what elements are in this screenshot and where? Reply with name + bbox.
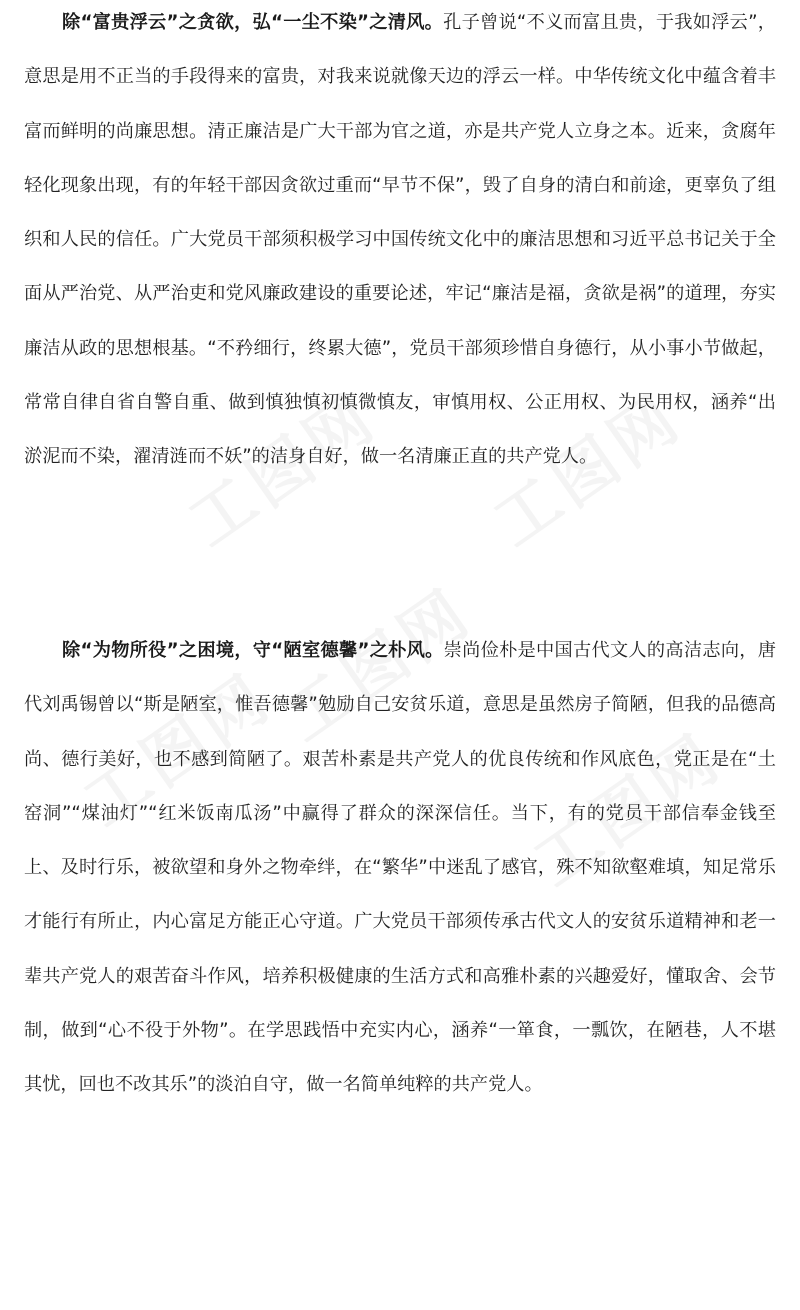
paragraph-frugality: [24, 624, 776, 1113]
paragraph-lead-heading: 除“富贵浮云”之贪欲，弘“一尘不染”之清风。: [62, 12, 444, 33]
paragraph-integrity: [24, 0, 776, 485]
paragraph-body-text: 崇尚俭朴是中国古代文人的高洁志向，唐代刘禹锡曾以“斯是陋室，惟吾德馨”勉励自己安贫乐道，意思是虽然房子简陋，但我的品德高尚、德行美好，也不感到简陋了。艰苦朴素是共产党人的优良传统和作风底色，党正是在“土窑洞”“煤油灯”“红米饭南瓜汤”中赢得了群众的深深信任。当下，有的党员干部信奉金钱至上、及时行乐，被欲望和身外之物牵绊，在“繁华”中迷乱了感官，殊不知欲壑难填，知足常乐才能行有所止，内心富足方能正心守道。广大党员干部须传承古代文人的安贫乐道精神和老一辈共产党人的艰苦奋斗作风，培养积极健康的生活方式和高雅朴素的兴趣爱好，懂取舍、会节制，做到“心不役于外物”。在学思践悟中充实内心，涵养“一箪食，一瓢饮，在陋巷，人不堪其忧，回也不改其乐”的淡泊自守，做一名简单纯粹的共产党人。: [24, 640, 776, 1096]
paragraph-body-text: 孔子曾说“不义而富且贵，于我如浮云”，意思是用不正当的手段得来的富贵，对我来说就像天边的浮云一样。中华传统文化中蕴含着丰富而鲜明的尚廉思想。清正廉洁是广大干部为官之道，亦是共产党人立身之本。近来，贪腐年轻化现象出现，有的年轻干部因贪欲过重而“早节不保”，毁了自身的清白和前途，更辜负了组织和人民的信任。广大党员干部须积极学习中国传统文化中的廉洁思想和习近平总书记关于全面从严治党、从严治吏和党风廉政建设的重要论述，牢记“廉洁是福，贪欲是祸”的道理，夯实廉洁从政的思想根基。“不矜细行，终累大德”，党员干部须珍惜自身德行，从小事小节做起，常常自律自省自警自重、做到慎独慎初慎微慎友，审慎用权、公正用权、为民用权，涵养“出淤泥而不染，濯清涟而不妖”的洁身自好，做一名清廉正直的共产党人。: [24, 12, 776, 468]
paragraph-lead-heading: 除“为物所役”之困境，守“陋室德馨”之朴风。: [62, 640, 444, 661]
